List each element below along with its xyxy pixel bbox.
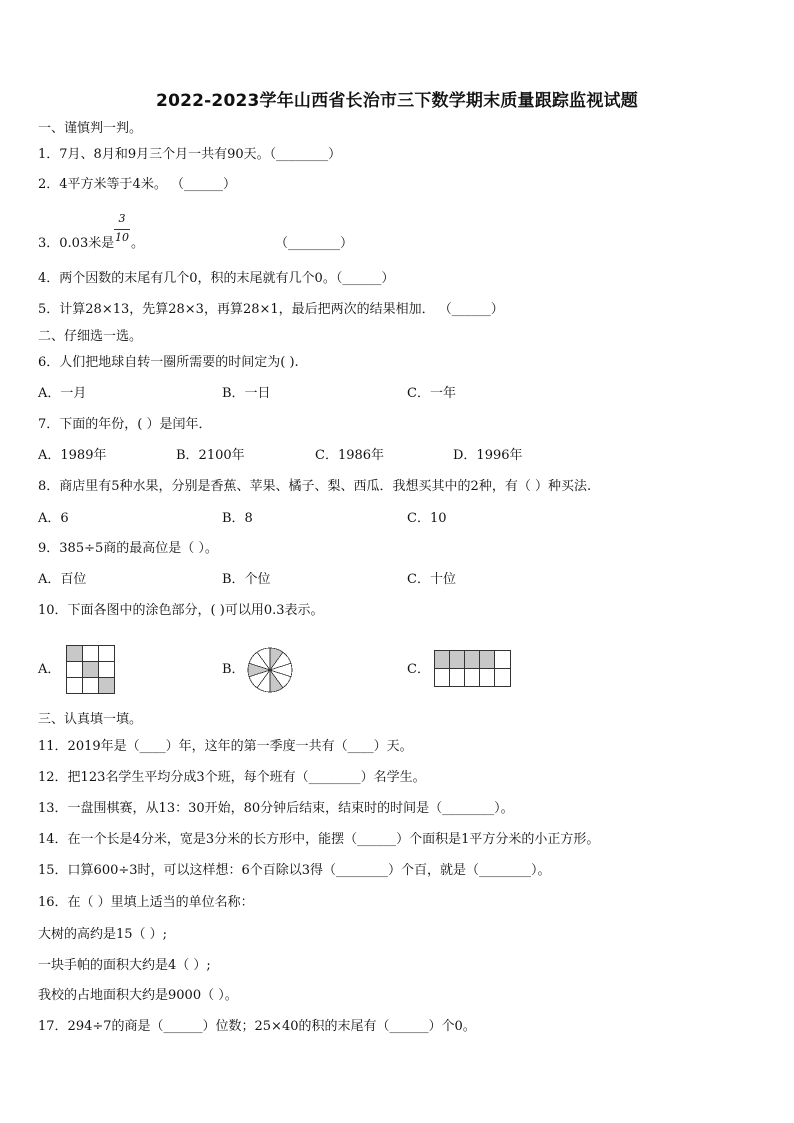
question-13: 13．一盘围棋赛，从13：30开始，80分钟后结束，结束时的时间是（________）。 [38, 801, 514, 816]
question-1: 1．7月、8月和9月三个月一共有90天。（________） [38, 147, 342, 162]
q6-option-a[interactable]: A．一月 [38, 386, 87, 401]
cell-a-2 [99, 646, 115, 662]
question-11: 11．2019年是（____）年，这年的第一季度一共有（____）天。 [38, 739, 413, 754]
fraction-bar [114, 229, 130, 230]
cell-a-3 [67, 662, 83, 678]
question-12: 12．把123名学生平均分成3个班，每个班有（________）名学生。 [38, 770, 426, 785]
cell-a-5 [99, 662, 115, 678]
page-title: 2022-2023学年山西省长治市三下数学期末质量跟踪监视试题 [156, 91, 638, 111]
cell-a-4 [83, 662, 99, 678]
section-heading-2: 二、仔细选一选。 [38, 329, 143, 344]
question-4: 4．两个因数的末尾有几个0，积的末尾就有几个0。（______） [38, 271, 395, 286]
fraction-numerator: 3 [118, 212, 126, 225]
question-3-blank: （________） [275, 236, 354, 251]
q7-option-a[interactable]: A．1989年 [38, 448, 107, 463]
question-9: 9．385÷5商的最高位是（ ）。 [38, 541, 218, 556]
question-5: 5．计算28×13，先算28×3，再算28×1，最后把两次的结果相加． （______） [38, 302, 504, 317]
cell-c-3 [480, 651, 495, 669]
cell-c-8 [480, 669, 495, 687]
q10-option-a[interactable]: A． [38, 662, 61, 677]
q9-option-b[interactable]: B．个位 [222, 572, 271, 587]
question-16: 16．在（ ）里填上适当的单位名称： [38, 895, 254, 910]
strip-figure-c [434, 650, 513, 688]
section-heading-1: 一、谨慎判一判。 [38, 121, 143, 136]
circle-figure-b [246, 646, 294, 694]
cell-c-9 [495, 669, 511, 687]
cell-c-4 [495, 651, 511, 669]
question-6: 6．人们把地球自转一圈所需要的时间定为( ). [38, 355, 299, 370]
cell-a-6 [67, 678, 83, 694]
cell-c-6 [450, 669, 465, 687]
q6-option-b[interactable]: B．一日 [222, 386, 271, 401]
question-3-tail: 。 [131, 236, 145, 251]
cell-c-5 [435, 669, 450, 687]
cell-c-2 [465, 651, 480, 669]
fraction-denominator: 10 [115, 231, 129, 244]
question-15: 15．口算600÷3时，可以这样想：6个百除以3得（________）个百，就是（________）。 [38, 863, 551, 878]
q8-option-b[interactable]: B．8 [222, 511, 253, 526]
cell-c-7 [465, 669, 480, 687]
q7-option-c[interactable]: C．1986年 [315, 448, 385, 463]
q7-option-d[interactable]: D．1996年 [453, 448, 523, 463]
question-10: 10．下面各图中的涂色部分，( )可以用0.3表示。 [38, 603, 324, 618]
q8-option-c[interactable]: C．10 [407, 511, 447, 526]
q8-option-a[interactable]: A．6 [38, 511, 69, 526]
question-2: 2．4平方米等于4米。 （______） [38, 177, 236, 192]
question-8: 8．商店里有5种水果，分别是香蕉、苹果、橘子、梨、西瓜．我想买其中的2种，有（ ）种买法. [38, 479, 592, 494]
cell-a-1 [83, 646, 99, 662]
question-17: 17．294÷7的商是（______）位数；25×40的积的末尾有（______）个0。 [38, 1019, 476, 1034]
cell-c-0 [435, 651, 450, 669]
q6-option-c[interactable]: C．一年 [407, 386, 456, 401]
q10-option-b[interactable]: B． [222, 662, 245, 677]
question-16-b: 一块手帕的面积大约是4（ ）; [38, 958, 211, 973]
question-3-text: 3．0.03米是 [38, 236, 115, 251]
question-16-c: 我校的占地面积大约是9000（ ）。 [38, 988, 238, 1003]
cell-a-8 [99, 678, 115, 694]
grid-figure-a [66, 645, 117, 695]
cell-a-0 [67, 646, 83, 662]
question-3 [38, 236, 114, 252]
q10-option-c[interactable]: C． [407, 662, 430, 677]
section-heading-3: 三、认真填一填。 [38, 712, 143, 727]
question-16-a: 大树的高约是15（ ）; [38, 927, 168, 942]
q7-option-b[interactable]: B．2100年 [176, 448, 245, 463]
q9-option-c[interactable]: C．十位 [407, 572, 456, 587]
question-7: 7．下面的年份，( ）是闰年． [38, 417, 212, 432]
cell-c-1 [450, 651, 465, 669]
q9-option-a[interactable]: A．百位 [38, 572, 87, 587]
cell-a-7 [83, 678, 99, 694]
question-14: 14．在一个长是4分米，宽是3分米的长方形中，能摆（______）个面积是1平方分米的小正方形。 [38, 832, 600, 847]
